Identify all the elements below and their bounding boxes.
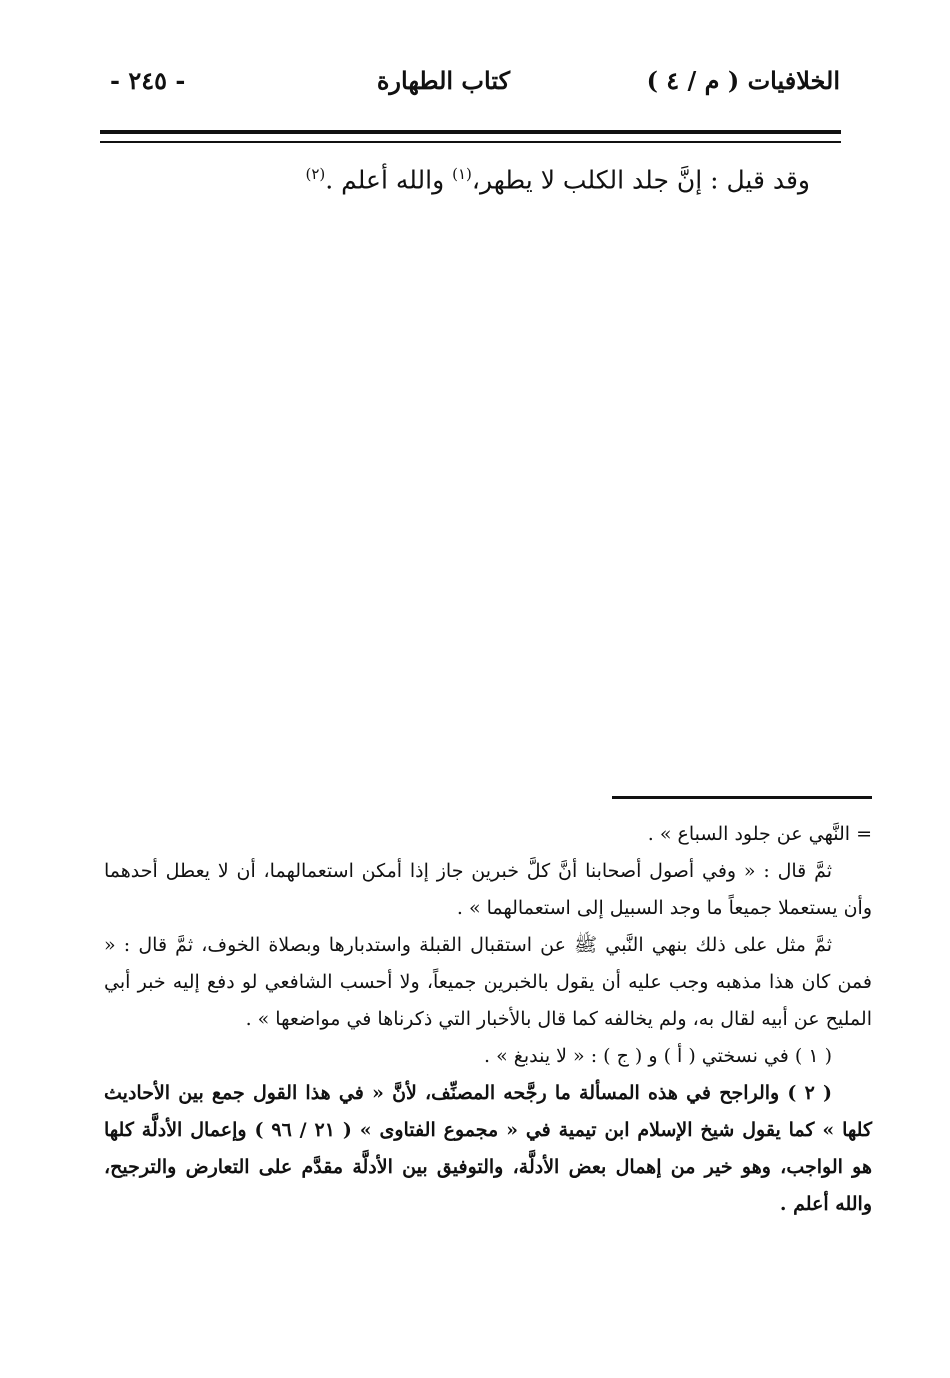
footnotes — [104, 816, 872, 1223]
footnote-continuation-3: ثمَّ مثل على ذلك بنهي النَّبي ﷺ عن استقبال القبلة واستدبارها وبصلاة الخوف، ثمَّ قال : « فمن كان هذا مذهبه وجب عليه أن يقول بالخبرين جميعاً، ولا أحسب الشافعي لو دفع إليه خبر أبي المليح عن أبيه لقال به، ولم يخالفه كما قال بالأخبار التي ذكرناها في مواضعها » . — [104, 934, 872, 1030]
main-text — [305, 165, 810, 194]
running-header — [100, 66, 840, 106]
book-title: الخلافيات ( م / ٤ ) — [646, 66, 840, 95]
header-rule-thick — [100, 130, 841, 134]
main-text-end: والله أعلم . — [325, 165, 453, 195]
footnote-separator — [612, 796, 872, 799]
page-number: - ٢٤٥ - — [110, 66, 186, 95]
footnote-continuation-2: ثمَّ قال : « وفي أصول أصحابنا أنَّ كلَّ خبرين جاز إذا أمكن استعمالهما، أن لا يعطل أحدهما وأن يستعملا جميعاً ما وجد السبيل إلى استعمالهما » . — [104, 860, 872, 919]
footnote-marker-2: (٢) — [305, 165, 326, 183]
footnote-1: ( ١ ) في نسختي ( أ ) و ( ج ) : « لا يندبغ » . — [484, 1045, 832, 1067]
footnote-marker-1: (١) — [452, 165, 472, 183]
main-text-body: وقد قيل : إنَّ جلد الكلب لا يطهر، — [471, 165, 810, 195]
footnote-2: ( ٢ ) والراجح في هذه المسألة ما رجَّحه المصنِّف، لأنَّ « في هذا القول جمع بين الأحاديث كلها » كما يقول شيخ الإسلام ابن تيمية في « مجموع الفتاوى » ( ٢١ / ٩٦ ) وإعمال الأدلَّة كلها هو الواجب، وهو خير من إهمال بعض الأدلَّة، والتوفيق بين الأدلَّة مقدَّم على التعارض والترجيح، والله أعلم . — [104, 1082, 872, 1215]
chapter-title: كتاب الطهارة — [376, 66, 510, 95]
footnote-continuation-1: = النَّهي عن جلود السباع » . — [647, 823, 872, 845]
header-rule-thin — [100, 141, 841, 143]
